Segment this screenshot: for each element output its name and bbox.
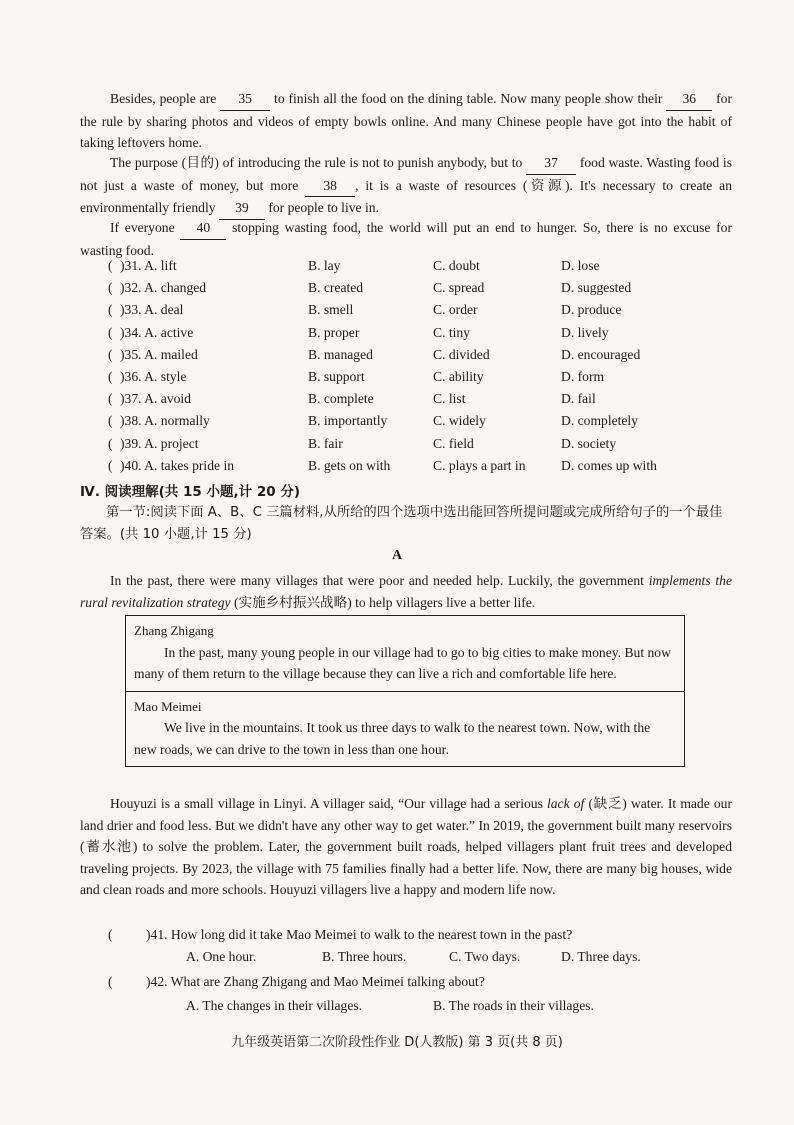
answer-paren: ( <box>108 368 113 384</box>
intro-italic-term: implements the rural revitalization strategy <box>80 573 732 610</box>
option-b[interactable]: B. gets on with <box>308 457 391 473</box>
cloze-paragraph-2 <box>80 152 732 220</box>
question-41-paren: ( <box>108 927 113 942</box>
passage-a-body <box>80 793 732 901</box>
option-d[interactable]: D. produce <box>561 302 622 318</box>
option-b[interactable]: B. importantly <box>308 413 388 429</box>
option-row <box>108 391 748 413</box>
cloze-text: , it is a waste of resources (资源). It's necessary to create an environmentally friendly <box>80 177 732 215</box>
option-a[interactable]: )36. A. style <box>120 368 187 384</box>
answer-paren: ( <box>108 457 113 473</box>
option-d[interactable]: D. lose <box>561 258 600 273</box>
option-a[interactable]: )37. A. avoid <box>120 391 191 407</box>
q41-option-b[interactable]: B. Three hours. <box>322 949 407 964</box>
answer-paren: ( <box>108 391 113 407</box>
option-d[interactable]: D. lively <box>561 324 609 340</box>
option-row <box>108 325 748 347</box>
option-c[interactable]: C. doubt <box>433 258 480 273</box>
speaker-quote <box>134 642 676 685</box>
option-a[interactable]: )31. A. lift <box>120 258 177 273</box>
option-b[interactable]: B. complete <box>308 391 374 407</box>
question-41: )41. How long did it take Mao Meimei to walk to the nearest town in the past? <box>146 927 573 942</box>
body-text: (缺乏) water. It made our land drier and food less. But we didn't have any other way to get water.” In 2019, the government built many reservoirs (蓄水池) to solve the problem. Later, the government built roads, helped villagers plant fruit trees and developed traveling projects. By 2023, the village with 75 families finally had a better life. Now, there are many big houses, wide and clean roads and more schools. Houyuzi villagers live a happy and modern life now. <box>80 796 732 897</box>
option-c[interactable]: C. field <box>433 435 474 451</box>
option-b[interactable]: B. smell <box>308 302 354 318</box>
cloze-text: for people to live in. <box>264 200 379 215</box>
option-row <box>108 347 748 369</box>
q41-option-d[interactable]: D. Three days. <box>561 949 641 964</box>
option-b[interactable]: B. lay <box>308 258 341 273</box>
cloze-paragraph-3 <box>80 217 732 261</box>
quote-text: We live in the mountains. It took us three days to walk to the nearest town. Now, with the new roads, we can drive to the town in less than one hour. <box>134 720 651 757</box>
option-c[interactable]: C. order <box>433 302 478 318</box>
option-d[interactable]: D. suggested <box>561 280 632 296</box>
option-row <box>108 369 748 391</box>
option-a[interactable]: )38. A. normally <box>120 413 210 429</box>
page-footer: 九年级英语第二次阶段性作业 D(人教版) 第 3 页(共 8 页) <box>231 1035 563 1050</box>
option-a[interactable]: )33. A. deal <box>120 302 184 318</box>
quote-zhang <box>126 616 684 691</box>
option-c[interactable]: C. tiny <box>433 324 471 340</box>
section-instruction <box>80 502 735 546</box>
cloze-text: stopping wasting food, the world will put an end to hunger. So, there is no excuse for wasting food. <box>80 220 732 258</box>
option-a[interactable]: )39. A. project <box>120 435 199 451</box>
instruction-text: 第一节:阅读下面 A、B、C 三篇材料,从所给的四个选项中选出能回答所提问题或完成所给句子的一个最佳答案。(共 10 小题,计 15 分) <box>80 505 723 542</box>
cloze-text: for the rule by sharing photos and videos of empty bowls online. And many Chinese people have got into the habit of taking leftovers home. <box>80 91 732 150</box>
option-b[interactable]: B. created <box>308 280 364 296</box>
cloze-text: If everyone <box>110 220 181 235</box>
cloze-blank-38: 38 <box>305 175 355 198</box>
quote-text: In the past, many young people in our village had to go to big cities to make money. But now many of them return to the village because they can live a rich and comfortable life here. <box>134 644 671 681</box>
speaker-quote <box>134 717 676 760</box>
option-b[interactable]: B. managed <box>308 346 373 362</box>
cloze-blank-37: 37 <box>526 152 576 175</box>
option-b[interactable]: B. fair <box>308 435 343 451</box>
cloze-text: food waste. Wasting food is not just a waste of money, but more <box>80 155 732 193</box>
option-c[interactable]: C. list <box>433 391 466 407</box>
option-row <box>108 302 748 324</box>
answer-paren: ( <box>108 346 113 362</box>
cloze-blank-36: 36 <box>666 88 712 111</box>
option-row <box>108 258 748 280</box>
answer-paren: ( <box>108 280 113 296</box>
question-42: )42. What are Zhang Zhigang and Mao Meimei talking about? <box>146 974 485 989</box>
passage-letter: A <box>391 548 403 563</box>
q41-option-a[interactable]: A. One hour. <box>186 949 257 964</box>
intro-text: (实施乡村振兴战略) to help villagers live a better life. <box>230 594 536 610</box>
quote-box <box>125 615 685 767</box>
question-42-paren: ( <box>108 974 113 989</box>
quote-mao <box>126 691 684 767</box>
option-row <box>108 413 748 435</box>
option-a[interactable]: )35. A. mailed <box>120 346 198 362</box>
answer-paren: ( <box>108 258 113 273</box>
option-a[interactable]: )40. A. takes pride in <box>120 457 235 473</box>
section-title: Ⅳ. 阅读理解(共 15 小题,计 20 分) <box>80 484 301 500</box>
speaker-name: Zhang Zhigang <box>134 623 214 638</box>
cloze-blank-35: 35 <box>220 88 270 111</box>
option-a[interactable]: )34. A. active <box>120 324 194 340</box>
body-italic-term: lack of <box>546 796 585 811</box>
option-row <box>108 458 748 480</box>
option-d[interactable]: D. form <box>561 368 605 384</box>
option-c[interactable]: C. divided <box>433 346 490 362</box>
option-row <box>108 436 748 458</box>
option-c[interactable]: C. plays a part in <box>433 457 526 473</box>
cloze-paragraph-1 <box>80 88 732 154</box>
answer-paren: ( <box>108 435 113 451</box>
option-b[interactable]: B. support <box>308 368 365 384</box>
option-a[interactable]: )32. A. changed <box>120 280 207 296</box>
option-d[interactable]: D. fail <box>561 391 596 407</box>
cloze-text: to finish all the food on the dining table. Now many people show their <box>270 91 667 106</box>
option-b[interactable]: B. proper <box>308 324 360 340</box>
cloze-text: The purpose (目的) of introducing the rule is not to punish anybody, but to <box>110 155 527 170</box>
option-c[interactable]: C. widely <box>433 413 486 429</box>
answer-paren: ( <box>108 324 113 340</box>
option-row <box>108 280 748 302</box>
q42-option-b[interactable]: B. The roads in their villages. <box>433 998 594 1013</box>
speaker-name: Mao Meimei <box>134 698 202 714</box>
option-c[interactable]: C. ability <box>433 368 484 384</box>
option-d[interactable]: D. comes up with <box>561 457 657 473</box>
cloze-text: Besides, people are <box>110 91 221 106</box>
cloze-options <box>108 258 748 480</box>
body-text: Houyuzi is a small village in Linyi. A villager said, “Our village had a serious <box>110 796 547 811</box>
q42-option-a[interactable]: A. The changes in their villages. <box>186 998 363 1013</box>
answer-paren: ( <box>108 413 113 429</box>
cloze-blank-39: 39 <box>219 197 265 220</box>
option-d[interactable]: D. society <box>561 435 617 451</box>
option-d[interactable]: D. encouraged <box>561 346 641 362</box>
intro-text: In the past, there were many villages that were poor and needed help. Luckily, the government <box>110 573 649 588</box>
answer-paren: ( <box>108 302 113 318</box>
option-c[interactable]: C. spread <box>433 280 485 296</box>
cloze-blank-40: 40 <box>180 217 226 240</box>
q41-option-c[interactable]: C. Two days. <box>449 949 521 964</box>
option-d[interactable]: D. completely <box>561 413 639 429</box>
passage-a-intro <box>80 570 732 613</box>
